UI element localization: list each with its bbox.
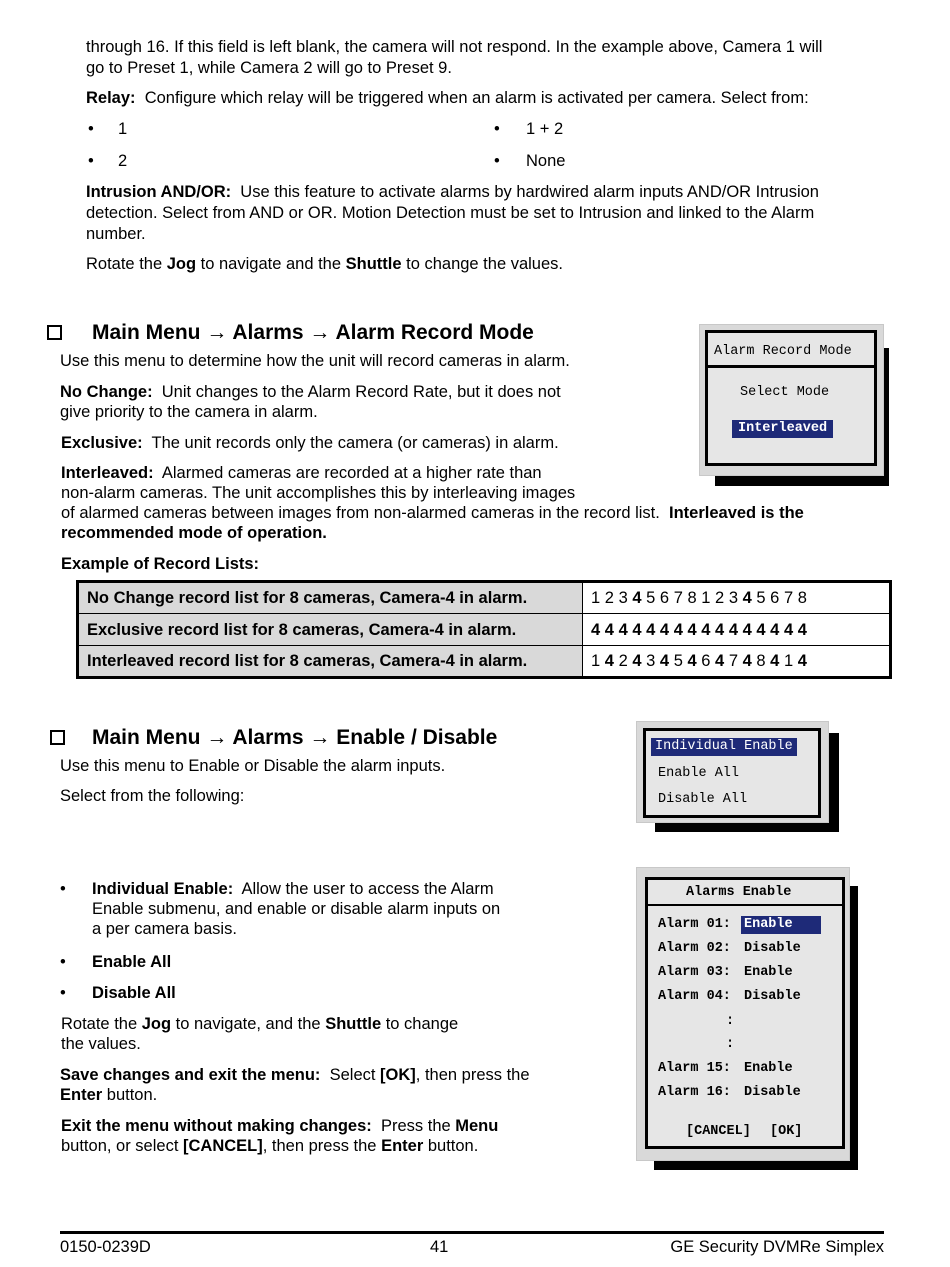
text: to change the values.: [401, 255, 563, 273]
sequence-entry: 4: [742, 620, 752, 639]
section-title-record-mode: Main Menu → Alarms → Alarm Record Mode: [92, 321, 534, 344]
record-list-label: Exclusive record list for 8 cameras, Camera-4 in alarm.: [78, 614, 583, 646]
bullet-dot: •: [88, 152, 94, 170]
footer-doc-number: 0150-0239D: [60, 1238, 151, 1256]
exit-line-2: [61, 1136, 478, 1156]
recommendation-text: Interleaved is the: [669, 504, 804, 522]
record-list-table: [76, 580, 892, 679]
alarm-row-value[interactable]: Disable: [744, 941, 801, 956]
sequence-entry: 3: [728, 589, 738, 607]
exit-label: Exit the menu without making changes:: [61, 1117, 372, 1135]
checkbox-icon: [47, 325, 62, 340]
text: Alarmed cameras are recorded at a higher rate than: [161, 464, 542, 482]
footer-page-number: 41: [430, 1238, 449, 1256]
text: Press the: [380, 1117, 456, 1135]
example-label: Example of Record Lists:: [61, 555, 260, 573]
sequence-entry: 3: [618, 589, 628, 607]
exclusive-line: [61, 433, 559, 453]
text: Rotate the: [86, 255, 167, 273]
intrusion-label: Intrusion AND/OR:: [86, 183, 232, 201]
sequence-entry: 4: [604, 620, 614, 639]
rotate2-line-2: the values.: [61, 1035, 141, 1053]
sequence-entry: 4: [715, 620, 725, 639]
record-list-sequence: [583, 582, 891, 614]
enter-word: Enter: [60, 1086, 103, 1104]
record-mode-menu: [699, 324, 884, 476]
save-line-1: [60, 1065, 530, 1085]
intrusion-line-2: detection. Select from AND or OR. Motion Detection must be set to Intrusion and linked to the Alarm: [86, 204, 815, 222]
footer-rule: [60, 1231, 884, 1234]
relay-option-1: 1: [118, 120, 128, 138]
alarm-row-value[interactable]: Enable: [741, 916, 821, 934]
sequence-entry: 4: [701, 620, 711, 639]
text: Rotate the: [61, 1015, 142, 1033]
intro-line-2: go to Preset 1, while Camera 2 will go to Preset 9.: [86, 59, 452, 77]
interleaved-line-2: non-alarm cameras. The unit accomplishes this by interleaving images: [61, 484, 576, 502]
alarms-enable-title: Alarms Enable: [686, 885, 792, 900]
rotate-instruction: [86, 254, 563, 274]
ok-button[interactable]: [OK]: [770, 1124, 803, 1139]
alarm-row-label: Alarm 16:: [658, 1085, 731, 1100]
alarms-enable-menu: [636, 867, 850, 1161]
text: button.: [102, 1086, 158, 1104]
menu-divider: [708, 365, 874, 368]
relay-option-none: None: [526, 152, 566, 170]
shuttle-word: Shuttle: [345, 255, 402, 273]
menu-divider: [648, 904, 842, 906]
sequence-entry: 4: [659, 652, 670, 670]
bullet-dot: •: [494, 120, 500, 138]
alarm-row-label: Alarm 01:: [658, 917, 731, 932]
table-row: [78, 646, 891, 678]
sequence-entry: 3: [646, 652, 656, 670]
sequence-entry: 5: [646, 589, 656, 607]
record-mode-intro: Use this menu to determine how the unit will record cameras in alarm.: [60, 352, 570, 370]
alarm-row-value[interactable]: Disable: [744, 1085, 801, 1100]
relay-label: Relay:: [86, 89, 136, 107]
enable-disable-menu: [636, 721, 829, 823]
menu-word: Menu: [455, 1117, 499, 1135]
individual-enable-line-2: Enable submenu, and enable or disable alarm inputs on: [92, 900, 501, 918]
record-list-sequence: [583, 646, 891, 678]
bullet-dot: •: [60, 953, 66, 971]
cancel-word: [CANCEL]: [183, 1137, 263, 1155]
nochange-line-1: [60, 382, 561, 402]
relay-option-2: 2: [118, 152, 128, 170]
alarm-row-label: Alarm 03:: [658, 965, 731, 980]
save-label: Save changes and exit the menu:: [60, 1066, 321, 1084]
sequence-entry: 4: [673, 620, 683, 639]
sequence-entry: 4: [742, 652, 752, 670]
record-list-label: Interleaved record list for 8 cameras, Camera-4 in alarm.: [78, 646, 583, 678]
sequence-entry: 4: [618, 620, 628, 639]
sequence-entry: 8: [687, 589, 697, 607]
sequence-entry: 4: [632, 620, 642, 639]
sequence-entry: 4: [742, 589, 752, 607]
table-row: [78, 582, 891, 614]
individual-enable-line-3: a per camera basis.: [92, 920, 237, 938]
alarm-row-label: :: [726, 1014, 735, 1029]
ok-word: [OK]: [380, 1066, 416, 1084]
nochange-line-2: give priority to the camera in alarm.: [60, 403, 318, 421]
jog-word: Jog: [166, 255, 197, 273]
sequence-entry: 7: [673, 589, 683, 607]
sequence-entry: 1: [591, 589, 601, 607]
sequence-entry: 4: [715, 652, 725, 670]
intrusion-line-1: [86, 182, 819, 202]
alarms-enable-menu-frame: [645, 877, 845, 1149]
intrusion-line-3: number.: [86, 225, 146, 243]
sequence-entry: 4: [797, 620, 807, 639]
cancel-button[interactable]: [CANCEL]: [686, 1124, 751, 1139]
select-mode-label: Select Mode: [740, 385, 830, 400]
record-mode-value[interactable]: Interleaved: [732, 420, 833, 438]
relay-paragraph: [86, 88, 809, 108]
menu-item-enable-all[interactable]: Enable All: [658, 766, 740, 781]
shuttle-word: Shuttle: [325, 1015, 382, 1033]
enter-word: Enter: [381, 1137, 424, 1155]
enable-disable-intro: Use this menu to Enable or Disable the alarm inputs.: [60, 757, 446, 775]
text: Select: [329, 1066, 381, 1084]
sequence-entry: 8: [797, 589, 807, 607]
sequence-entry: 4: [687, 652, 697, 670]
text: to change: [381, 1015, 459, 1033]
sequence-entry: 8: [756, 652, 766, 670]
text: , then press the: [262, 1137, 382, 1155]
text: , then press the: [415, 1066, 530, 1084]
bullet-dot: •: [88, 120, 94, 138]
enable-disable-menu-frame: [643, 728, 821, 818]
record-list-label: No Change record list for 8 cameras, Camera-4 in alarm.: [78, 582, 583, 614]
text: button.: [423, 1137, 479, 1155]
individual-enable-line-1: [92, 879, 494, 899]
enable-all-item: Enable All: [92, 953, 172, 971]
sequence-entry: 4: [646, 620, 656, 639]
sequence-entry: 4: [591, 620, 601, 639]
sequence-entry: 4: [728, 620, 738, 639]
alarm-row-label: Alarm 15:: [658, 1061, 731, 1076]
nochange-label: No Change:: [60, 383, 153, 401]
exit-line-1: [61, 1116, 498, 1136]
alarm-row-label: Alarm 02:: [658, 941, 731, 956]
intrusion-text: Use this feature to activate alarms by hardwired alarm inputs AND/OR Intrusion: [240, 183, 819, 201]
alarm-row-value[interactable]: Disable: [744, 989, 801, 1004]
alarm-row-value[interactable]: Enable: [744, 965, 793, 980]
interleaved-line-3: [61, 503, 804, 523]
sequence-entry: 1: [783, 652, 794, 670]
rotate2-line-1: [61, 1014, 458, 1034]
sequence-entry: 4: [632, 652, 642, 670]
text: Unit changes to the Alarm Record Rate, but it does not: [161, 383, 561, 401]
bullet-dot: •: [60, 880, 66, 898]
sequence-entry: 7: [728, 652, 738, 670]
save-line-2: [60, 1085, 157, 1105]
exclusive-label: Exclusive:: [61, 434, 143, 452]
sequence-entry: 4: [770, 652, 780, 670]
alarm-row-label: :: [726, 1037, 735, 1052]
sequence-entry: 7: [783, 589, 794, 607]
sequence-entry: 4: [797, 652, 807, 670]
sequence-entry: 4: [770, 620, 780, 639]
interleaved-line-4: recommended mode of operation.: [61, 524, 327, 542]
sequence-entry: 4: [783, 620, 794, 639]
sequence-entry: 4: [632, 589, 642, 607]
footer-product-name: GE Security DVMRe Simplex: [670, 1238, 884, 1256]
sequence-entry: 6: [770, 589, 780, 607]
text: to navigate, and the: [171, 1015, 326, 1033]
interleaved-line-1: [61, 463, 542, 483]
jog-word: Jog: [141, 1015, 172, 1033]
sequence-entry: 4: [659, 620, 670, 639]
menu-item-disable-all[interactable]: Disable All: [658, 792, 748, 807]
text: button, or select: [61, 1137, 183, 1155]
menu-item-individual-enable[interactable]: Individual Enable: [651, 738, 797, 756]
section-title-enable-disable: Main Menu → Alarms → Enable / Disable: [92, 726, 498, 749]
sequence-entry: 5: [673, 652, 683, 670]
bullet-dot: •: [60, 984, 66, 1002]
sequence-entry: 4: [687, 620, 697, 639]
sequence-entry: 6: [659, 589, 670, 607]
select-following: Select from the following:: [60, 787, 245, 805]
record-mode-menu-frame: [705, 330, 877, 466]
text: of alarmed cameras between images from non-alarmed cameras in the record list.: [61, 504, 660, 522]
interleaved-label: Interleaved:: [61, 464, 154, 482]
table-row: [78, 614, 891, 646]
individual-enable-label: Individual Enable:: [92, 880, 234, 898]
relay-text: Configure which relay will be triggered when an alarm is activated per camera. Select from:: [144, 89, 809, 107]
bullet-dot: •: [494, 152, 500, 170]
sequence-entry: 5: [756, 589, 766, 607]
sequence-entry: 2: [715, 589, 725, 607]
intro-line-1: through 16. If this field is left blank, the camera will not respond. In the example above, Camera 1 will: [86, 38, 823, 56]
record-list-sequence: [583, 614, 891, 646]
text: to navigate and the: [196, 255, 346, 273]
alarm-row-value[interactable]: Enable: [744, 1061, 793, 1076]
relay-option-1-2: 1 + 2: [526, 120, 564, 138]
record-mode-menu-title: Alarm Record Mode: [714, 344, 852, 359]
checkbox-icon: [50, 730, 65, 745]
sequence-entry: 2: [604, 589, 614, 607]
sequence-entry: 4: [756, 620, 766, 639]
text: The unit records only the camera (or cameras) in alarm.: [151, 434, 559, 452]
sequence-entry: 4: [604, 652, 614, 670]
sequence-entry: 6: [701, 652, 711, 670]
alarm-row-label: Alarm 04:: [658, 989, 731, 1004]
sequence-entry: 1: [701, 589, 711, 607]
sequence-entry: 2: [618, 652, 628, 670]
text: Allow the user to access the Alarm: [241, 880, 494, 898]
sequence-entry: 1: [591, 652, 601, 670]
disable-all-item: Disable All: [92, 984, 176, 1002]
